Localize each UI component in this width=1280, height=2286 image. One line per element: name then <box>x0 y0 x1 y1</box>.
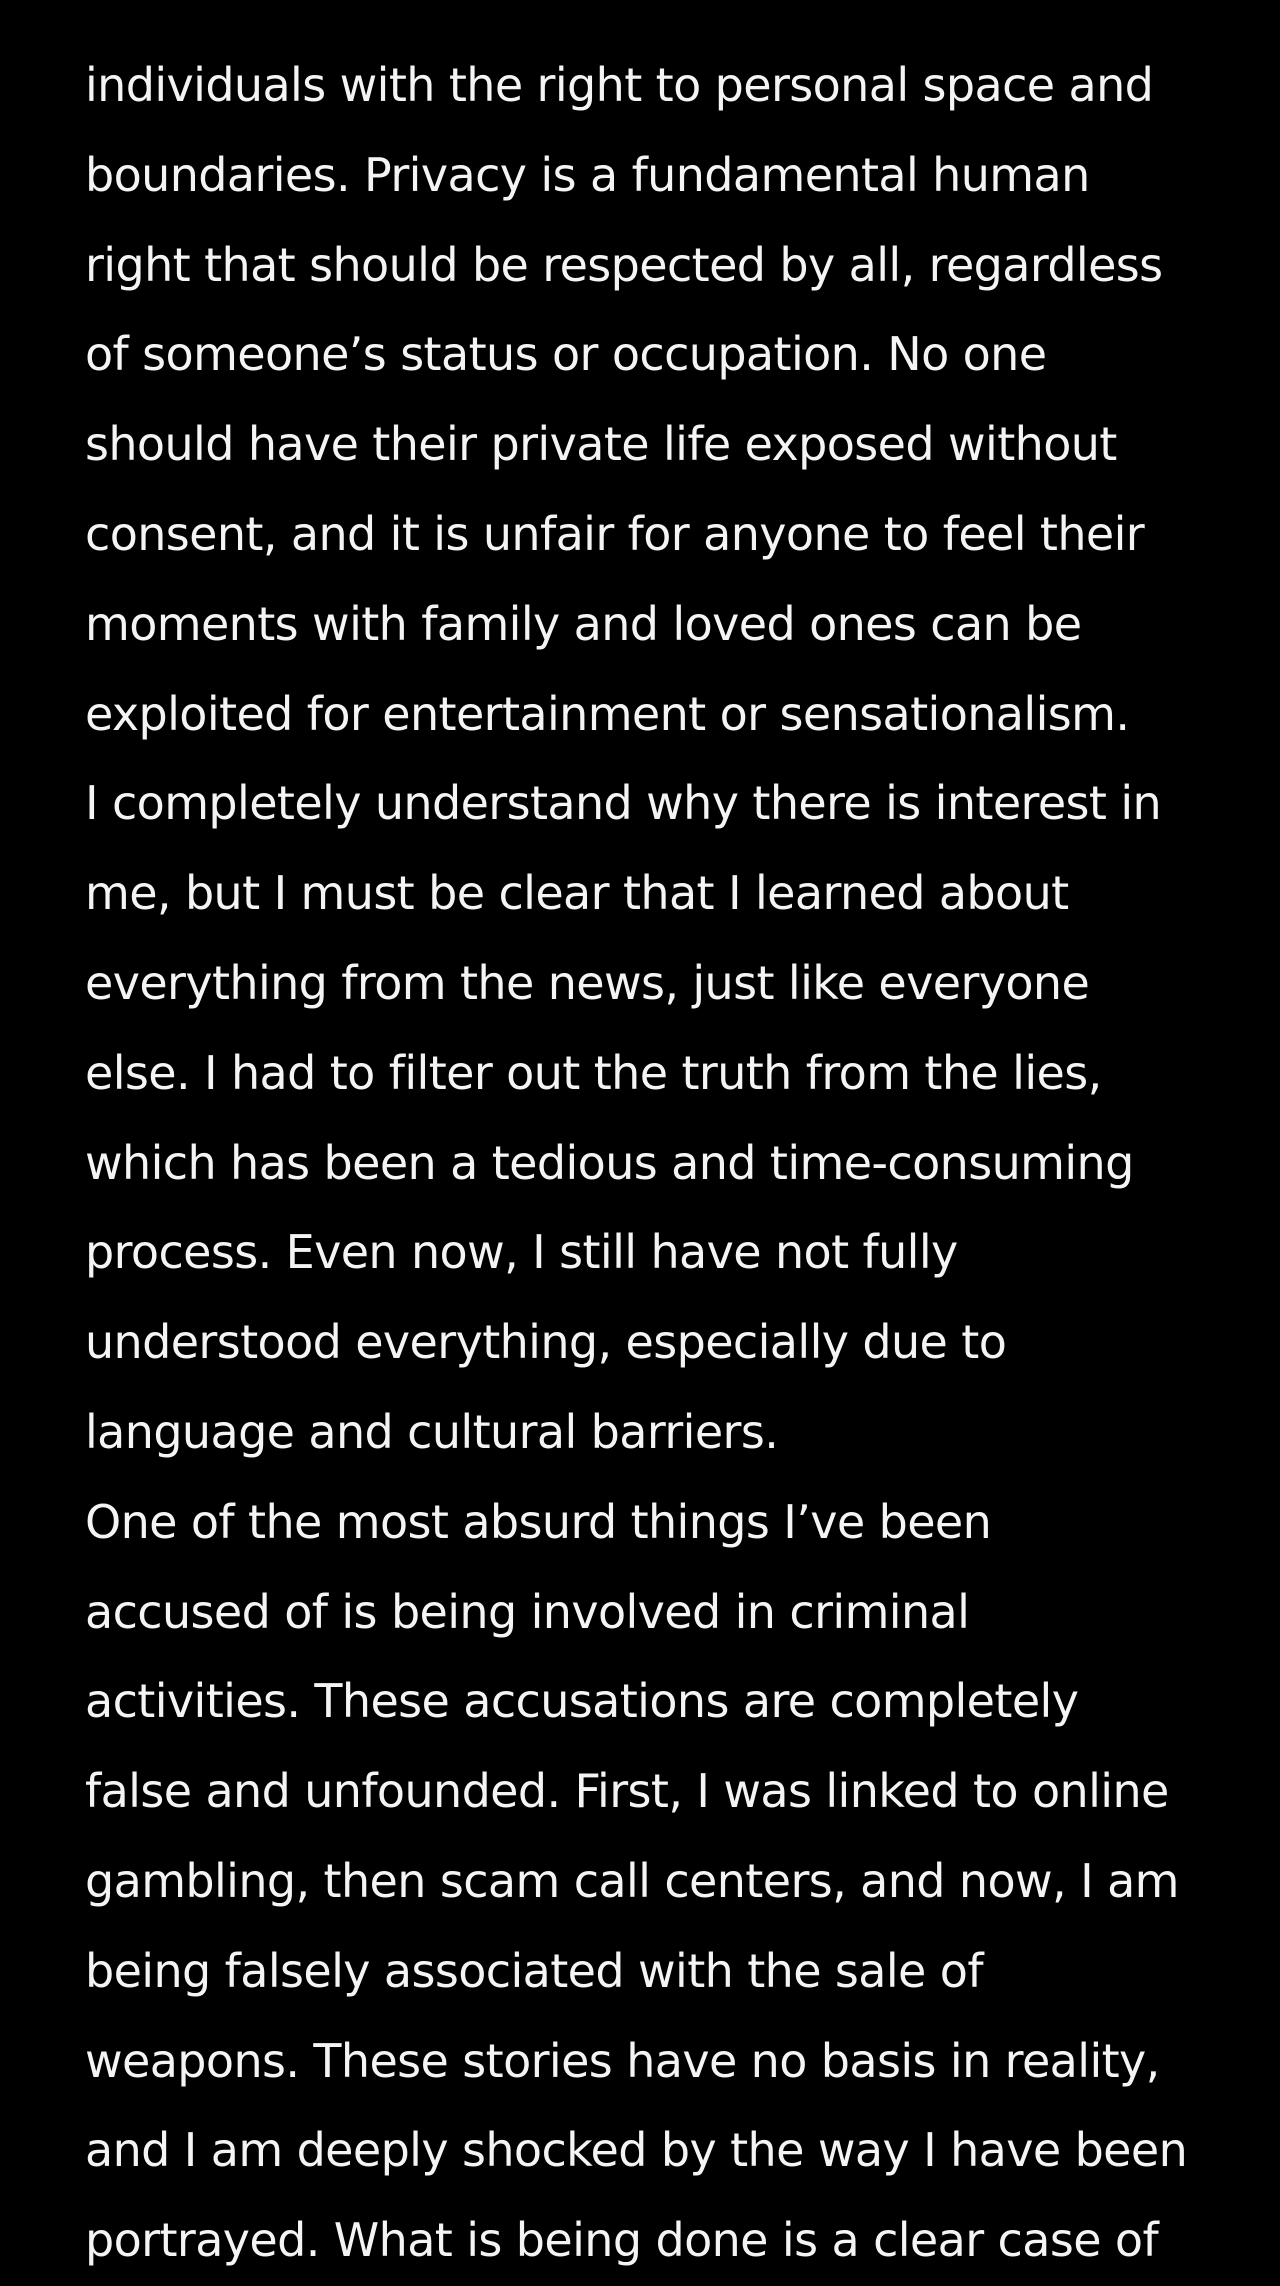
text-line: else. I had to filter out the truth from the lies, <box>85 1045 1102 1100</box>
text-line: moments with family and loved ones can be <box>85 596 1082 651</box>
text-line: I completely understand why there is interest in <box>85 776 1162 831</box>
text-line: and I am deeply shocked by the way I have been <box>85 2123 1188 2178</box>
text-line: gambling, then scam call centers, and now, I am <box>85 1853 1179 1908</box>
statement-text <box>85 41 1265 2286</box>
text-line: boundaries. Privacy is a fundamental human <box>85 147 1090 202</box>
text-line: portrayed. What is being done is a clear case of <box>85 2213 1159 2268</box>
text-line: activities. These accusations are completely <box>85 1674 1079 1729</box>
text-line: of someone’s status or occupation. No one <box>85 327 1047 382</box>
text-line: being falsely associated with the sale of <box>85 1943 983 1998</box>
text-line: everything from the news, just like everyone <box>85 955 1090 1010</box>
text-line: false and unfounded. First, I was linked to online <box>85 1764 1169 1819</box>
text-line: understood everything, especially due to <box>85 1315 1007 1370</box>
text-line: right that should be respected by all, regardless <box>85 237 1163 292</box>
text-line: which has been a tedious and time-consuming <box>85 1135 1134 1190</box>
text-line: weapons. These stories have no basis in reality, <box>85 2033 1160 2088</box>
text-line: exploited for entertainment or sensationalism. <box>85 686 1130 741</box>
text-line: consent, and it is unfair for anyone to feel their <box>85 506 1145 561</box>
text-line: One of the most absurd things I’ve been <box>85 1494 992 1549</box>
text-line: should have their private life exposed without <box>85 417 1117 472</box>
text-line: language and cultural barriers. <box>85 1404 779 1459</box>
text-line: process. Even now, I still have not fully <box>85 1225 958 1280</box>
text-line: individuals with the right to personal space and <box>85 58 1154 112</box>
text-line: me, but I must be clear that I learned about <box>85 866 1069 921</box>
text-line: accused of is being involved in criminal <box>85 1584 970 1639</box>
